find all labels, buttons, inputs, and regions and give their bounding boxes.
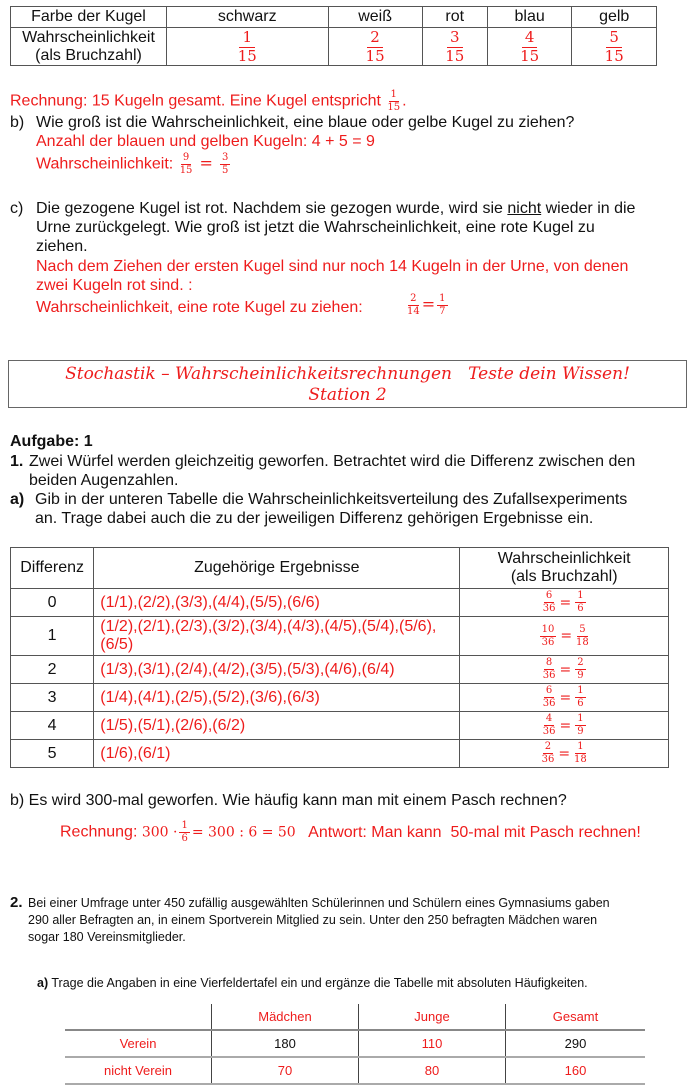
header-label: Farbe der Kugel	[11, 7, 167, 28]
row-label: nicht Verein	[65, 1057, 212, 1084]
fraction	[575, 591, 585, 614]
table-row	[11, 656, 669, 684]
part-c-answer-line1: Nach dem Ziehen der ersten Kugel sind nur noch 14 Kugeln in der Urne, von denen	[36, 258, 629, 275]
part-b-label: b)	[10, 114, 25, 131]
solution-text: Rechnung: 15 Kugeln gesamt. Eine Kugel entspricht	[10, 92, 381, 110]
fraction	[574, 742, 587, 765]
results-cell	[94, 684, 460, 712]
aufgabe1-a-line2: an. Trage dabei auch die zu der jeweiligen Differenz gehörigen Ergebnisse ein.	[35, 510, 594, 527]
cell: 290	[506, 1030, 646, 1057]
table-row	[11, 684, 669, 712]
part-b-question: Wie groß ist die Wahrscheinlichkeit, eine blaue oder gelbe Kugel zu ziehen?	[36, 114, 575, 131]
prob-cell	[460, 740, 669, 768]
denominator: 15	[237, 46, 257, 65]
aufgabe2-number: 2.	[10, 894, 23, 911]
calc-label: Rechnung:	[60, 823, 138, 841]
part-c-fraction	[405, 294, 450, 317]
fraction	[237, 27, 257, 65]
header-ergebnisse: Zugehörige Ergebnisse	[94, 548, 460, 589]
table-row	[65, 1030, 645, 1057]
prob-cell	[167, 28, 329, 66]
row-label: Verein	[65, 1030, 212, 1057]
row-label-line1: Wahrscheinlichkeit	[22, 28, 155, 46]
numerator: 9	[182, 152, 190, 163]
results-cell	[94, 712, 460, 740]
results: (1/3),(3/1),(2/4),(4/2),(3/5),(5/3),(4/6),(6/4)	[100, 660, 395, 678]
numerator: 1	[181, 820, 188, 831]
part-a-solution	[10, 90, 407, 113]
fraction	[387, 90, 400, 113]
aufgabe1-a-line1: Gib in der unteren Tabelle die Wahrscheinlichkeitsverteilung des Zufallsexperiments	[35, 491, 628, 508]
fraction	[543, 591, 556, 614]
denominator: 36	[541, 636, 555, 648]
results: (1/5),(5/1),(2/6),(6/2)	[100, 716, 246, 734]
header-gesamt: Gesamt	[506, 1004, 646, 1030]
prob-cell	[572, 28, 657, 66]
denominator: 15	[445, 46, 465, 65]
aufgabe1-number: 1.	[10, 453, 24, 470]
prob-cell	[460, 656, 669, 684]
results: (1/2),(2/1),(2/3),(3/2),(3/4),(4/3),(4/5),(5/4),(5/6),	[100, 618, 437, 635]
color-cell: rot	[422, 7, 487, 28]
table-row	[65, 1057, 645, 1084]
prob-cell	[460, 712, 669, 740]
table-row	[11, 712, 669, 740]
equals: =	[421, 294, 436, 314]
numerator: 1	[577, 590, 584, 601]
answer: Antwort: Man kann 50-mal mit Pasch rechnen!	[308, 823, 641, 841]
equals: =	[559, 661, 572, 678]
table-row	[11, 589, 669, 617]
color-cell: blau	[487, 7, 572, 28]
aufgabe2-line1: Bei einer Umfrage unter 450 zufällig ausgewählten Schülerinnen und Schülern eines Gymnasiums gaben	[28, 896, 610, 910]
numerator: 1	[577, 741, 584, 752]
title-line1: Stochastik – Wahrscheinlichkeitsrechnungen Teste dein Wissen!	[65, 364, 630, 384]
numerator: 5	[606, 30, 622, 48]
color-cell: schwarz	[167, 7, 329, 28]
header-wahrscheinlichkeit	[460, 548, 669, 589]
fraction	[604, 27, 624, 65]
denominator: 36	[542, 670, 556, 681]
fraction	[220, 153, 230, 176]
numerator: 3	[447, 30, 463, 48]
part-b-answer-line2	[36, 153, 232, 176]
numerator: 4	[545, 713, 553, 724]
corner-cell	[65, 1004, 212, 1030]
fraction	[179, 821, 189, 844]
label: Wahrscheinlichkeit:	[36, 155, 174, 173]
denominator: 9	[577, 670, 584, 681]
fraction	[445, 27, 465, 65]
fraction	[575, 658, 585, 681]
denominator: 5	[222, 165, 229, 176]
results: (1/6),(6/1)	[100, 744, 171, 762]
denominator: 36	[541, 754, 555, 765]
period: .	[402, 92, 407, 110]
part-1b-question: b) Es wird 300-mal geworfen. Wie häufig kann man mit einem Pasch rechnen?	[10, 792, 567, 809]
aufgabe1-intro-line1: Zwei Würfel werden gleichzeitig geworfen. Betrachtet wird die Differenz zwischen den	[29, 453, 636, 470]
results-cont: (6/5)	[100, 636, 134, 653]
diff-cell: 5	[11, 740, 94, 768]
numerator: 1	[239, 30, 255, 48]
diff-cell: 4	[11, 712, 94, 740]
fraction	[520, 27, 540, 65]
header-line2: (als Bruchzahl)	[510, 568, 618, 585]
vierfeldertafel	[65, 1004, 645, 1085]
prob-cell	[328, 28, 422, 66]
fraction	[437, 294, 447, 317]
part-1b-calculation	[60, 821, 641, 844]
fraction	[575, 686, 585, 709]
denominator: 15	[387, 102, 401, 113]
cell: 160	[506, 1057, 646, 1084]
prob-cell	[487, 28, 572, 66]
fraction	[575, 714, 585, 737]
part-c-question-line2: Urne zurückgelegt. Wie groß ist jetzt die Wahrscheinlichkeit, eine rote Kugel zu	[36, 219, 595, 236]
fraction	[407, 294, 420, 317]
numerator: 10	[541, 623, 555, 635]
table-row	[11, 740, 669, 768]
fraction	[542, 742, 555, 765]
denominator: 18	[574, 754, 587, 765]
fraction	[540, 625, 557, 648]
equals: =	[560, 628, 573, 645]
results-cell	[94, 656, 460, 684]
aufgabe1-heading: Aufgabe: 1	[10, 433, 93, 450]
fraction	[543, 686, 556, 709]
numerator: 8	[545, 657, 553, 668]
prob-cell	[460, 589, 669, 617]
calc-pre: 300 ·	[141, 824, 178, 841]
equals: =	[559, 594, 572, 611]
fraction	[365, 27, 385, 65]
prob-cell	[422, 28, 487, 66]
row-label-line2: (als Bruchzahl)	[35, 46, 142, 64]
denominator: 36	[542, 726, 556, 737]
station-title-box	[8, 360, 687, 408]
denominator: 15	[604, 46, 624, 65]
numerator: 2	[367, 30, 383, 48]
part-c-question-line3: ziehen.	[36, 238, 88, 255]
part-c-label: c)	[10, 200, 24, 217]
header-differenz: Differenz	[11, 548, 94, 589]
diff-cell: 1	[11, 617, 94, 656]
ball-probability-table	[10, 6, 657, 66]
denominator: 9	[577, 726, 584, 737]
numerator: 1	[577, 685, 584, 696]
header-junge: Junge	[359, 1004, 506, 1030]
numerator: 1	[439, 293, 446, 304]
table-row	[11, 617, 669, 656]
denominator: 15	[520, 46, 540, 65]
denominator: 36	[542, 603, 556, 614]
fraction	[543, 714, 556, 737]
equals: =	[194, 153, 218, 173]
numerator: 6	[545, 590, 553, 601]
fraction	[180, 153, 193, 176]
equals: =	[559, 689, 572, 706]
title-line2: Station 2	[308, 385, 387, 405]
part-c-question-line1	[36, 199, 635, 218]
aufgabe1-a-label: a)	[10, 491, 25, 508]
numerator: 5	[579, 623, 586, 635]
a-text: Trage die Angaben in eine Vierfeldertafel ein und ergänze die Tabelle mit absoluten Häufigkeiten.	[51, 976, 588, 990]
fraction	[576, 625, 589, 648]
prob-cell	[460, 617, 669, 656]
fraction	[543, 658, 556, 681]
calc-post: = 300 : 6 = 50	[191, 824, 296, 841]
header-maedchen: Mädchen	[212, 1004, 359, 1030]
cell: 70	[212, 1057, 359, 1084]
cell: 110	[359, 1030, 506, 1057]
diff-cell: 3	[11, 684, 94, 712]
numerator: 2	[577, 657, 584, 668]
denominator: 6	[577, 698, 584, 709]
numerator: 1	[577, 713, 584, 724]
numerator: 6	[545, 685, 553, 696]
part-c-answer-line2: zwei Kugeln rot sind. :	[36, 277, 193, 294]
color-cell: gelb	[572, 7, 657, 28]
numerator: 4	[522, 30, 538, 48]
aufgabe1-intro-line2: beiden Augenzahlen.	[29, 472, 179, 489]
text: Die gezogene Kugel ist rot. Nachdem sie gezogen wurde, wird sie	[36, 200, 508, 217]
part-b-answer-line1: Anzahl der blauen und gelben Kugeln: 4 + 5 = 9	[36, 133, 375, 150]
denominator: 7	[439, 306, 446, 317]
denominator: 14	[407, 306, 420, 317]
equals: =	[558, 745, 571, 762]
cell: 80	[359, 1057, 506, 1084]
denominator: 18	[576, 636, 589, 648]
header-line1: Wahrscheinlichkeit	[497, 550, 631, 567]
denominator: 15	[179, 165, 193, 176]
numerator: 3	[222, 152, 229, 163]
results: (1/1),(2/2),(3/3),(4/4),(5/5),(6/6)	[100, 593, 320, 611]
a-label: a)	[37, 976, 49, 990]
numerator: 1	[390, 89, 397, 100]
results-cell	[94, 617, 460, 656]
denominator: 6	[577, 603, 584, 614]
diff-cell: 2	[11, 656, 94, 684]
cell: 180	[212, 1030, 359, 1057]
numerator: 2	[544, 741, 552, 752]
equals: =	[559, 717, 572, 734]
numerator: 2	[410, 293, 417, 304]
part-c-answer-line3: Wahrscheinlichkeit, eine rote Kugel zu ziehen:	[36, 299, 363, 316]
row-label	[11, 28, 167, 66]
aufgabe2-a	[37, 975, 588, 992]
denominator: 6	[181, 833, 188, 844]
results-cell	[94, 740, 460, 768]
denominator: 15	[365, 46, 385, 65]
results-cell	[94, 589, 460, 617]
aufgabe2-line3: sogar 180 Vereinsmitglieder.	[28, 930, 186, 944]
aufgabe2-line2: 290 aller Befragten an, in einem Sportverein Mitglied zu sein. Unter den 250 befragten Mädchen waren	[28, 913, 598, 927]
difference-distribution-table	[10, 547, 669, 768]
underlined-word: nicht	[507, 200, 542, 217]
prob-cell	[460, 684, 669, 712]
denominator: 36	[542, 698, 556, 709]
text: wieder in die	[541, 200, 636, 217]
color-cell: weiß	[328, 7, 422, 28]
diff-cell: 0	[11, 589, 94, 617]
results: (1/4),(4/1),(2/5),(5/2),(3/6),(6/3)	[100, 688, 320, 706]
